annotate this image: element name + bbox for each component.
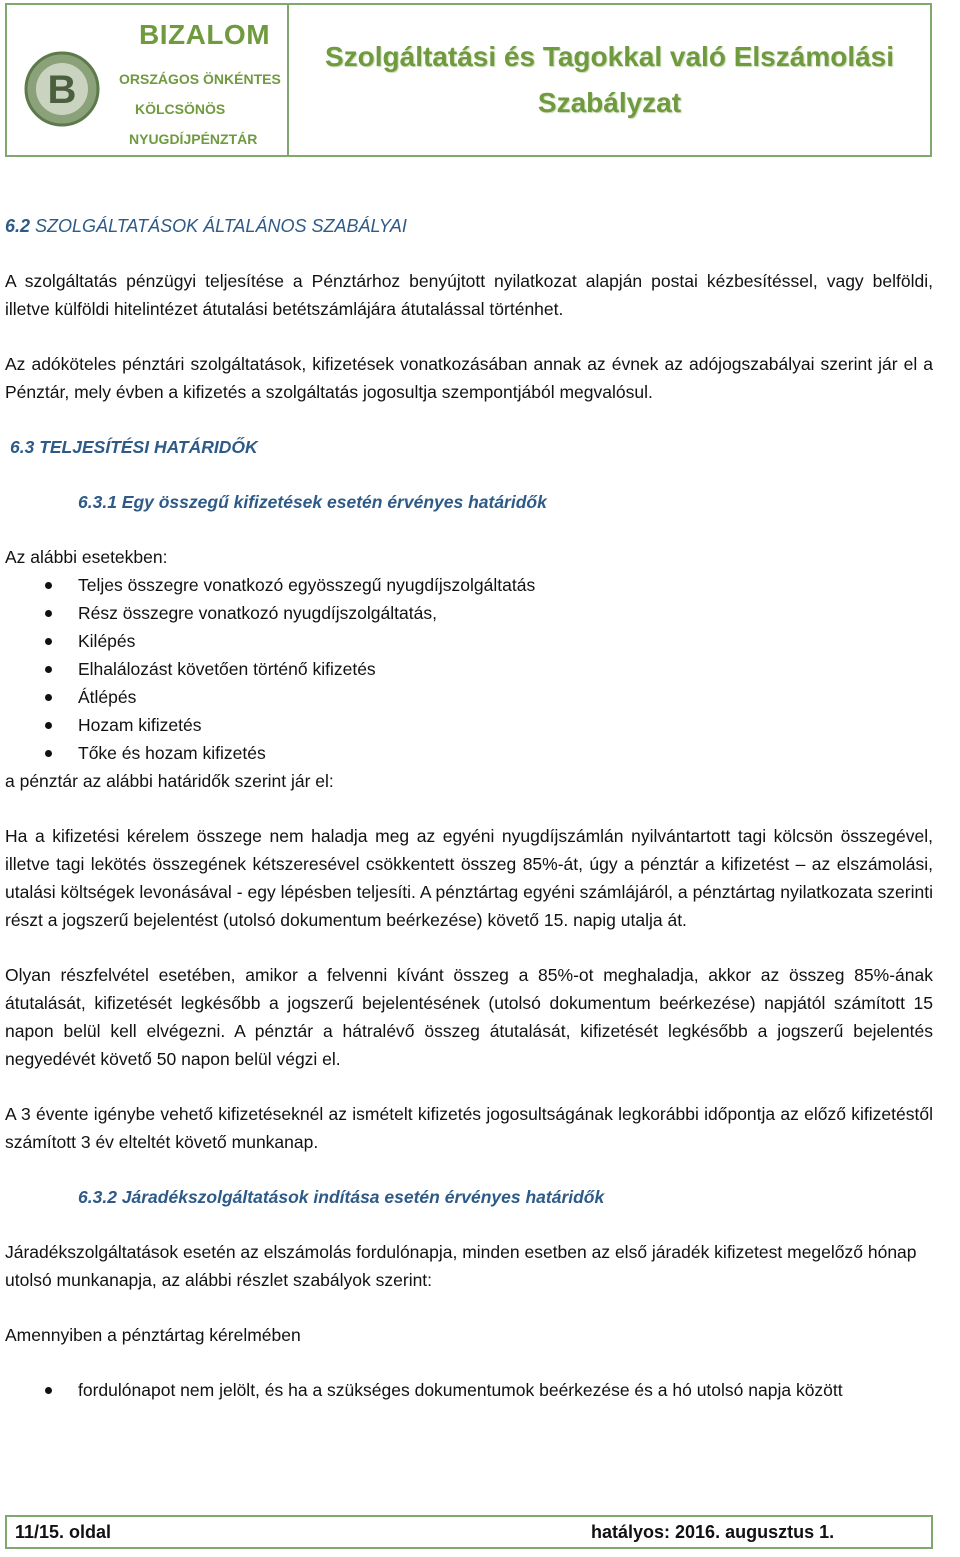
- paragraph-3-year-rule: A 3 évente igénybe vehető kifizetéseknél az ismételt kifizetés jogosultságának legkorábbi időpontja az előző kifizetéstől számított 3 év elteltét követő munkanap.: [5, 1104, 933, 1152]
- section-6-2-paragraph-2: Az adóköteles pénztári szolgáltatások, kifizetések vonatkozásában annak az évnek az adójogszabályai szerint jár el a Pénztár, mely évben a kifizetés a szolgáltatás jogosultja szempontjából megvalósul.: [5, 354, 933, 402]
- brand-line-2: KÖLCSÖNÖS: [135, 101, 226, 117]
- list-item: Hozam kifizetés: [78, 711, 933, 739]
- list-outro: a pénztár az alábbi határidők szerint jár el:: [5, 771, 334, 791]
- paragraph-annuity: Járadékszolgáltatások esetén az elszámolás fordulónapja, minden esetben az első járadék kifizetest megelőző hónap utolsó munkanapja, az alábbi részlet szabályok szerint:: [5, 1242, 917, 1290]
- page-number: 11/15. oldal: [15, 1521, 112, 1542]
- brand-line-1: ORSZÁGOS ÖNKÉNTES: [119, 71, 281, 87]
- page-content: [5, 212, 933, 1404]
- request-list: [5, 1376, 933, 1404]
- list-intro: Az alábbi esetekben:: [5, 547, 168, 567]
- section-6-3-1-heading: 6.3.1 Egy összegű kifizetések esetén érvényes határidők: [78, 492, 547, 512]
- svg-text:B: B: [47, 68, 77, 112]
- section-6-2-number: 6.2: [5, 216, 31, 236]
- effective-date: hatályos: 2016. augusztus 1.: [591, 1521, 835, 1542]
- list-item: Kilépés: [78, 627, 933, 655]
- case-list: [5, 571, 933, 767]
- document-title: [289, 5, 930, 155]
- brand-title: BIZALOM: [139, 19, 271, 50]
- page-header: [5, 3, 932, 157]
- paragraph-request: Amennyiben a pénztártag kérelmében: [5, 1325, 301, 1345]
- page-footer: [5, 1515, 933, 1549]
- section-6-2-heading: [5, 212, 933, 240]
- list-item: Átlépés: [78, 683, 933, 711]
- document-title-line-2: Szabályzat: [537, 87, 682, 118]
- paragraph-partial-payout: Ha a kifizetési kérelem összege nem haladja meg az egyéni nyugdíjszámlán nyilvántartott tagi kölcsön összegével, illetve tagi lekötés összegének kétszeresével csökkentett összeg 85%-át, úgy a pénztár a kifizetést – az elszámolási, utalási költségek levonásával - egy lépésben teljesíti. A pénztártag egyéni számlájáról, a pénztártag nyilatkozata szerinti részt a jogszerű bejelentést (utolsó dokumentum beérkezése) követő 15. napig utalja át.: [5, 826, 933, 930]
- paragraph-over-85-percent: Olyan részfelvétel esetében, amikor a felvenni kívánt összeg a 85%-ot meghaladja, akkor az összeg 85%-ának átutalását, kifizetését legkésőbb a jogszerű bejelentésének (utolsó dokumentum beérkezése) napjától számított 15 napon belül kell elvégezni. A pénztár a hátralévő összeg átutalását, kifizetését legkésőbb a jogszerű bejelentés negyedévét követő 50 napon belül végzi el.: [5, 965, 933, 1069]
- brand-line-3: NYUGDÍJPÉNZTÁR: [129, 131, 258, 147]
- list-item: fordulónapot nem jelölt, és ha a szükséges dokumentumok beérkezése és a hó utolsó napja között: [78, 1376, 933, 1404]
- section-6-2-paragraph-1: A szolgáltatás pénzügyi teljesítése a Pénztárhoz benyújtott nyilatkozat alapján postai kézbesítéssel, vagy belföldi, illetve külföldi hitelintézet átutalási betétszámlájára átutalással történhet.: [5, 271, 933, 319]
- section-6-2-title: SZOLGÁLTATÁSOK ÁLTALÁNOS SZABÁLYAI: [35, 216, 407, 236]
- list-item: Rész összegre vonatkozó nyugdíjszolgáltatás,: [78, 599, 933, 627]
- list-item: Teljes összegre vonatkozó egyösszegű nyugdíjszolgáltatás: [78, 571, 933, 599]
- document-title-line-1: Szolgáltatási és Tagokkal való Elszámolási: [324, 41, 895, 72]
- section-6-3-2-heading: 6.3.2 Járadékszolgáltatások indítása esetén érvényes határidők: [78, 1187, 605, 1207]
- list-item: Tőke és hozam kifizetés: [78, 739, 933, 767]
- bizalom-logo-icon: [24, 51, 100, 127]
- list-item: Elhalálozást követően történő kifizetés: [78, 655, 933, 683]
- section-6-3-heading: 6.3 TELJESÍTÉSI HATÁRIDŐK: [10, 437, 258, 457]
- brand-block: [7, 5, 289, 155]
